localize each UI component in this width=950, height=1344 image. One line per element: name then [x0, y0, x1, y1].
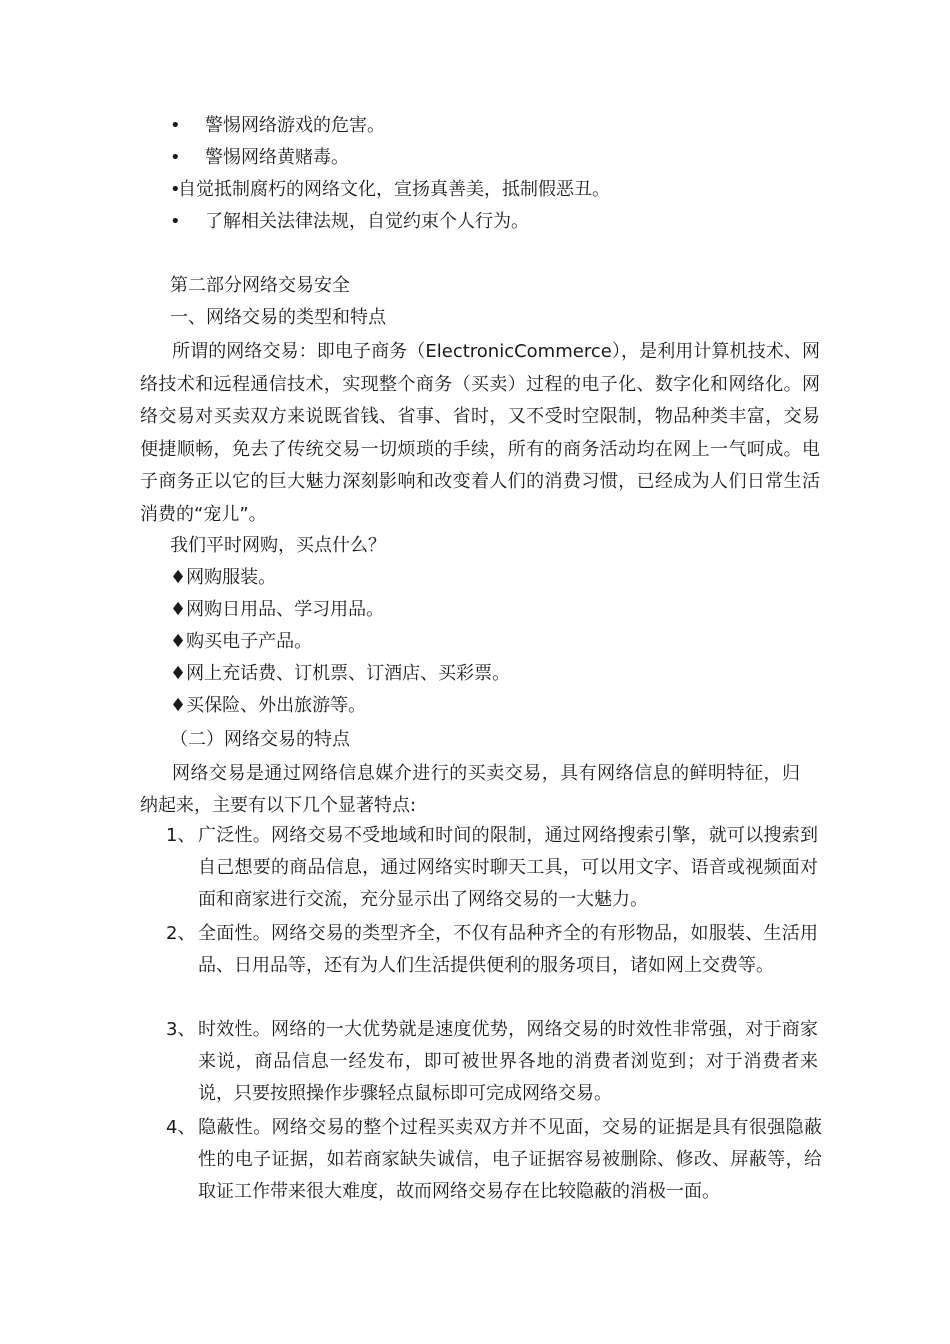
intro-paragraph: 所谓的网络交易：即电子商务（ElectronicCommerce），是利用计算机技术、网络技术和远程通信技术，实现整个商务（买卖）过程的电子化、数字化和网络化。网络交易对买卖双方来说既省钱、省事、省时，又不受时空限制，物品种类丰富，交易便捷顺畅，免去了传统交易一切烦琐的手续，所有的商务活动均在网上一气呵成。电子商务正以它的巨大魅力深刻影响和改变着人们的消费习惯，已经成为人们日常生活消费的“宠儿”。: [140, 341, 820, 525]
feature-text: 广泛性。网络交易不受地域和时间的限制，通过网络搜索引擎，就可以搜索到自己想要的商品信息，通过网络实时聊天工具，可以用文字、语音或视频面对面和商家进行交流，充分显示出了网络交易的一大魅力。: [198, 825, 818, 910]
bullet-marker: •: [170, 179, 181, 200]
list-item: ♦网购日用品、学习用品。: [170, 599, 385, 620]
bullet-item: 自觉抵制腐朽的网络文化，宣扬真善美，抵制假恶丑。: [178, 179, 610, 200]
feature-number: 3、: [166, 1019, 196, 1040]
subsection-heading: 一、网络交易的类型和特点: [170, 307, 386, 328]
bullet-item: 警惕网络黄赌毒。: [205, 147, 349, 168]
list-item: ♦网上充话费、订机票、订酒店、买彩票。: [170, 663, 511, 684]
list-item: ♦购买电子产品。: [170, 631, 313, 652]
bullet-item: 警惕网络游戏的危害。: [205, 115, 385, 136]
bullet-marker: •: [170, 211, 181, 232]
section-title: 第二部分网络交易安全: [170, 275, 350, 296]
list-item: ♦买保险、外出旅游等。: [170, 695, 367, 716]
bullet-item: 了解相关法律法规，自觉约束个人行为。: [205, 211, 529, 232]
feature-number: 4、: [166, 1117, 196, 1138]
features-intro: 网络交易是通过网络信息媒介进行的买卖交易，具有网络信息的鲜明特征，归纳起来，主要有以下几个显著特点:: [140, 763, 800, 816]
feature-number: 2、: [166, 923, 196, 944]
feature-text: 时效性。网络的一大优势就是速度优势，网络交易的时效性非常强，对于商家来说，商品信息一经发布，即可被世界各地的消费者浏览到；对于消费者来说，只要按照操作步骤轻点鼠标即可完成网络交易。: [198, 1019, 818, 1104]
feature-number: 1、: [166, 825, 196, 846]
question-line: 我们平时网购，买点什么？: [170, 535, 386, 556]
bullet-marker: •: [170, 115, 181, 136]
list-item: ♦网购服装。: [170, 567, 277, 588]
bullet-marker: •: [170, 147, 181, 168]
subsection-heading: （二）网络交易的特点: [170, 729, 350, 750]
feature-text: 隐蔽性。网络交易的整个过程买卖双方并不见面，交易的证据是具有很强隐蔽性的电子证据，如若商家缺失诚信，电子证据容易被删除、修改、屏蔽等，给取证工作带来很大难度，故而网络交易存在比较隐蔽的消极一面。: [198, 1117, 822, 1202]
feature-text: 全面性。网络交易的类型齐全，不仅有品种齐全的有形物品，如服装、生活用品、日用品等，还有为人们生活提供便利的服务项目，诸如网上交费等。: [198, 923, 818, 976]
